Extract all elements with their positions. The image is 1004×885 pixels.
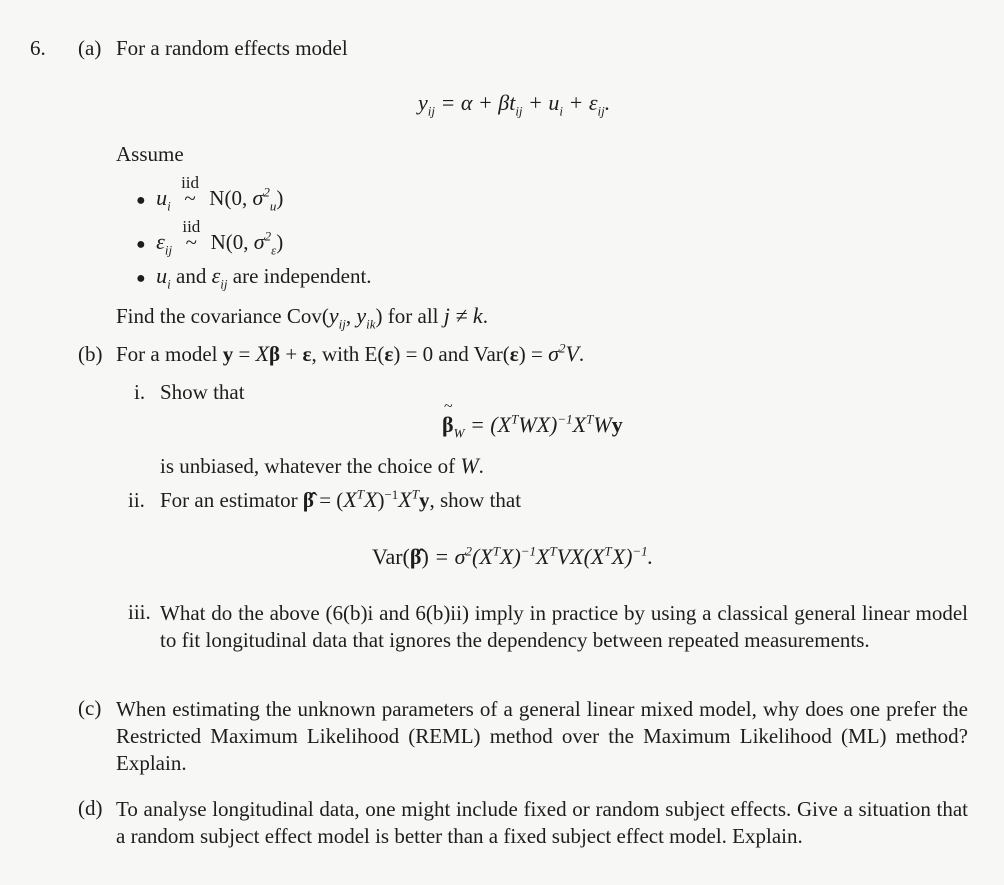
part-b-i-equation: β ~ $_W = (X^TWX)^{-1}X^TWy$	[442, 398, 623, 441]
part-b-ii-label: ii.	[128, 488, 145, 512]
assumption-1: ● $u_i$ iid ~ N(0, $\sigma^2_u$)	[136, 173, 284, 214]
part-b-i-after: is unbiased, whatever the choice of W.	[160, 453, 484, 478]
part-b-ii-text: For an estimator β̂ = $(X^TX)^{-1}X^Ty$, show that	[160, 486, 522, 512]
part-c-label: (c)	[78, 696, 102, 720]
part-b-intro: For a model y = Xβ + ε, with E(ε) = 0 and $Var(\varepsilon) = \sigma^2V$.	[116, 340, 585, 366]
part-b-iii-text: What do the above (6(b)i and 6(b)ii) imply in practice by using a classical general linear model to fit longitudinal data that ignores the dependency between repeated measurements.	[160, 601, 968, 652]
part-d-label: (d)	[78, 796, 103, 820]
model-equation: $y_{ij} = \alpha + \beta t_{ij} + u_i + \varepsilon_{ij}$.	[418, 90, 611, 119]
assume-label: Assume	[116, 142, 184, 166]
part-b-ii-equation: Var(β̂) = $\sigma^2(X^TX)^{-1}X^TVX(X^TX)^{-1}$.	[372, 543, 654, 569]
part-a-question: Find the covariance $Cov(y_{ij}$, $y_{ik}$) for all j ≠ k.	[116, 303, 488, 332]
part-b-i-label: i.	[134, 380, 146, 404]
part-b-iii-label: iii.	[128, 600, 151, 624]
part-b-i-text: Show that	[160, 380, 245, 404]
part-b-label: (b)	[78, 342, 103, 366]
part-c-text: When estimating the unknown parameters of a general linear mixed model, why does one prefer the Restricted Maximum Likelihood (REML) method over the Maximum Likelihood (ML) method? Explain.	[116, 697, 968, 775]
part-a-label: (a)	[78, 36, 102, 60]
assumption-2: ● $\varepsilon_{ij}$ iid ~ N(0, $\sigma^2_\varepsilon$)	[136, 217, 284, 258]
question-number: 6.	[30, 36, 46, 60]
part-d-text: To analyse longitudinal data, one might include fixed or random subject effects. Give a situation that a random subject effect model is better than a fixed subject effect model. Explain.	[116, 797, 968, 848]
assumption-3: ● $u_i$ and $\varepsilon_{ij}$ are independent.	[136, 263, 372, 292]
part-a-intro: For a random effects model	[116, 36, 348, 60]
